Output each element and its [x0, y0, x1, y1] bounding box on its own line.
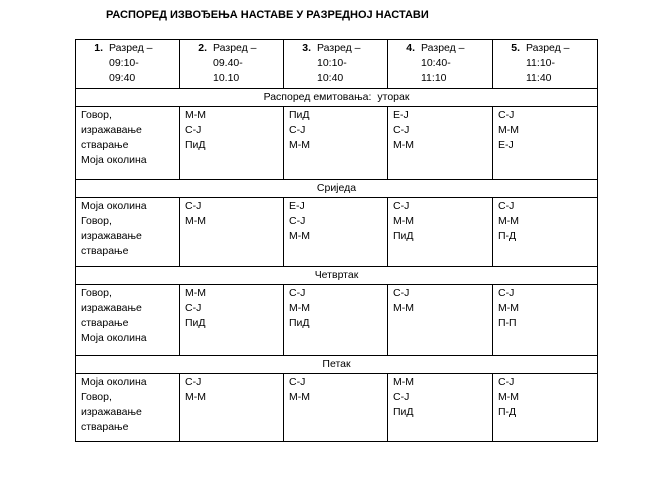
day-label [76, 89, 598, 107]
subject-cell: С-Ј М-М [180, 374, 284, 442]
grade-label: Разред – 09.40- 10.10 [213, 42, 257, 84]
subject-cell: М-М С-Ј ПиД [180, 285, 284, 356]
day-label: Сриједа [76, 180, 598, 198]
day-row-tuesday [76, 89, 598, 107]
broadcast-schedule-label: Распоред емитовања: [263, 91, 372, 103]
day-label: Петак [76, 356, 598, 374]
grade-number: 3. [302, 42, 311, 54]
day-row-friday [76, 356, 598, 374]
day-row-thursday [76, 267, 598, 285]
grade-label: Разред – 11:10- 11:40 [526, 42, 570, 84]
subject-cell: М-М С-Ј ПиД [180, 107, 284, 180]
header-cell [284, 40, 388, 89]
grade-number: 4. [406, 42, 415, 54]
subject-cell: С-Ј М-М П-П [493, 285, 598, 356]
subject-cell: С-Ј М-М [180, 198, 284, 267]
subject-cell: С-Ј М-М П-Д [493, 198, 598, 267]
subject-cell: С-Ј М-М [388, 285, 493, 356]
schedule-table [75, 39, 598, 442]
subject-cell: С-Ј М-М П-Д [493, 374, 598, 442]
table-row [76, 107, 598, 180]
header-cell [76, 40, 180, 89]
day-label: Четвртак [76, 267, 598, 285]
subject-cell: С-Ј М-М [284, 374, 388, 442]
grade-label: Разред – 10:10- 10:40 [317, 42, 361, 84]
grade-label: Разред – 09:10- 09:40 [109, 42, 153, 84]
header-cell [388, 40, 493, 89]
subject-cell: М-М С-Ј ПиД [388, 374, 493, 442]
subject-cell: Е-Ј С-Ј М-М [388, 107, 493, 180]
grade-number: 2. [198, 42, 207, 54]
header-cell [493, 40, 598, 89]
table-row [76, 198, 598, 267]
grade-number: 5. [511, 42, 520, 54]
subject-cell: С-Ј М-М Е-Ј [493, 107, 598, 180]
subject-cell: Говор, изражавање стварање Моја околина [76, 107, 180, 180]
page-title: РАСПОРЕД ИЗВОЂЕЊА НАСТАВЕ У РАЗРЕДНОЈ НАСТАВИ [106, 9, 429, 21]
header-cell [180, 40, 284, 89]
table-row [76, 374, 598, 442]
header-row [76, 40, 598, 89]
subject-cell: С-Ј М-М ПиД [388, 198, 493, 267]
subject-cell: Е-Ј С-Ј М-М [284, 198, 388, 267]
grade-number: 1. [94, 42, 103, 54]
grade-label: Разред – 10:40- 11:10 [421, 42, 465, 84]
table-row [76, 285, 598, 356]
day-row-wednesday [76, 180, 598, 198]
day-name: уторак [377, 91, 410, 103]
subject-cell: С-Ј М-М ПиД [284, 285, 388, 356]
subject-cell: Моја околина Говор, изражавање стварање [76, 374, 180, 442]
subject-cell: ПиД С-Ј М-М [284, 107, 388, 180]
subject-cell: Моја околина Говор, изражавање стварање [76, 198, 180, 267]
subject-cell: Говор, изражавање стварање Моја околина [76, 285, 180, 356]
